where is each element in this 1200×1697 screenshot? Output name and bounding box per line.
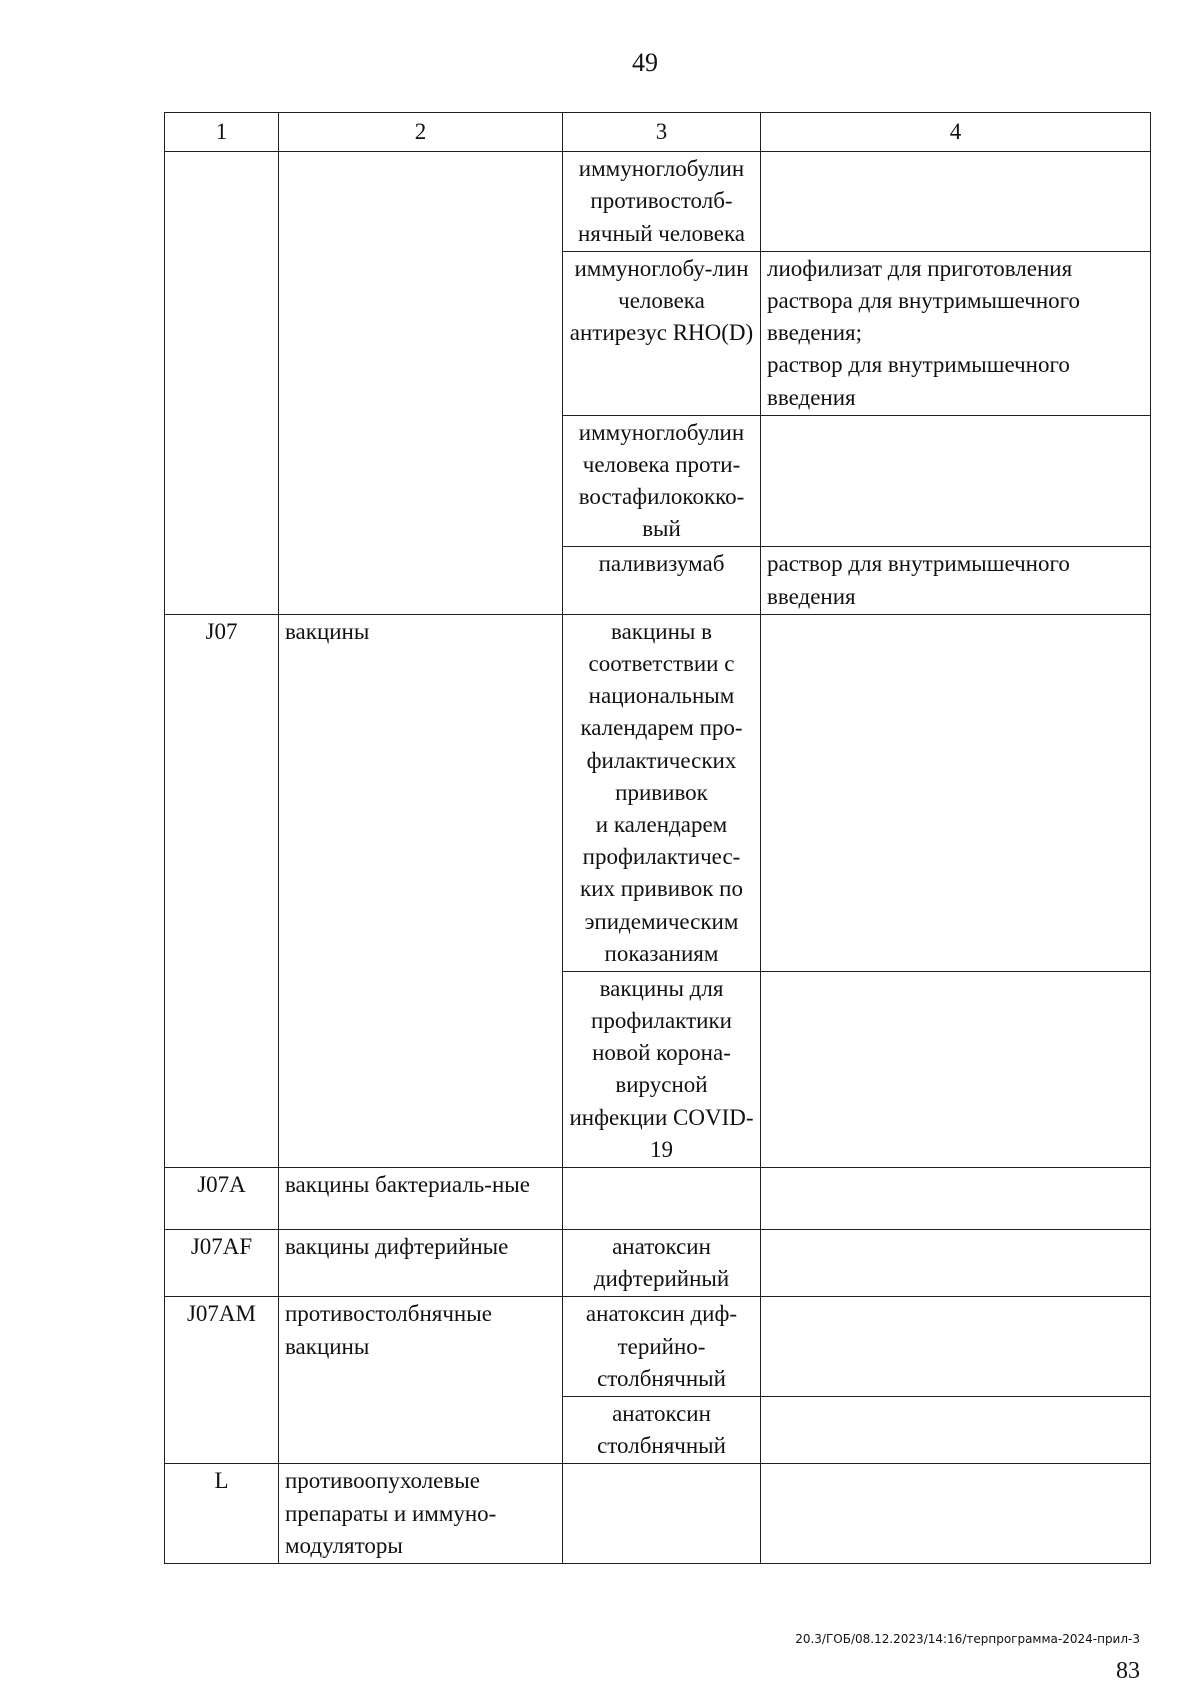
atc-code-cell: J07 <box>165 614 279 1167</box>
drug-name-cell: паливизумаб <box>563 547 761 614</box>
column-header-1: 1 <box>165 113 279 152</box>
table-row <box>165 1230 1151 1297</box>
atc-code-cell <box>165 152 279 615</box>
table-row <box>165 1464 1151 1564</box>
document-stamp: 20.3/ГОБ/08.12.2023/14:16/терпрограмма-2024-прил-3 <box>795 1632 1140 1646</box>
table-header-row <box>165 113 1151 152</box>
atc-code-cell: J07A <box>165 1168 279 1230</box>
atc-code-cell: L <box>165 1464 279 1564</box>
table-row <box>165 1168 1151 1230</box>
drug-name-cell <box>563 1464 761 1564</box>
drug-table <box>164 112 1151 1564</box>
drug-name-cell: анатоксин дифтерийный <box>563 1230 761 1297</box>
dosage-form-cell <box>761 1297 1151 1397</box>
drug-name-cell: иммуноглобулин человека проти-востафилококко-вый <box>563 415 761 547</box>
dosage-form-cell <box>761 1464 1151 1564</box>
page-number: 49 <box>632 48 658 77</box>
dosage-form-cell: лиофилизат для приготовления раствора для внутримышечного введения; раствор для внутримышечного введения <box>761 251 1151 415</box>
group-name-cell: вакцины бактериаль-ные <box>279 1168 563 1230</box>
atc-code-cell: J07AF <box>165 1230 279 1297</box>
column-header-2: 2 <box>279 113 563 152</box>
drug-name-cell: вакцины для профилактики новой корона-вирусной инфекции COVID-19 <box>563 971 761 1167</box>
group-name-cell: вакцины <box>279 614 563 1167</box>
atc-code-cell: J07AM <box>165 1297 279 1464</box>
dosage-form-cell <box>761 1168 1151 1230</box>
drug-name-cell: иммуноглобулин противостолб-нячный человека <box>563 152 761 252</box>
group-name-cell: вакцины дифтерийные <box>279 1230 563 1297</box>
drug-name-cell: вакцины в соответствии с национальным календарем про-филактических прививок и календарем профилактичес-ких прививок по эпидемическим показаниям <box>563 614 761 971</box>
table-row <box>165 614 1151 971</box>
dosage-form-cell <box>761 971 1151 1167</box>
table-row <box>165 1297 1151 1397</box>
drug-name-cell: иммуноглобу-лин человека антирезус RHO(D) <box>563 251 761 415</box>
dosage-form-cell <box>761 614 1151 971</box>
dosage-form-cell <box>761 1230 1151 1297</box>
table-row <box>165 152 1151 252</box>
dosage-form-cell: раствор для внутримышечного введения <box>761 547 1151 614</box>
sheet-number: 83 <box>1116 1658 1140 1684</box>
drug-name-cell: анатоксин столбнячный <box>563 1396 761 1463</box>
group-name-cell: противостолбнячные вакцины <box>279 1297 563 1464</box>
column-header-3: 3 <box>563 113 761 152</box>
dosage-form-cell <box>761 415 1151 547</box>
group-name-cell: противоопухолевые препараты и иммуно-модуляторы <box>279 1464 563 1564</box>
dosage-form-cell <box>761 152 1151 252</box>
column-header-4: 4 <box>761 113 1151 152</box>
drug-name-cell: анатоксин диф-терийно-столбнячный <box>563 1297 761 1397</box>
drug-name-cell <box>563 1168 761 1230</box>
dosage-form-cell <box>761 1396 1151 1463</box>
group-name-cell <box>279 152 563 615</box>
